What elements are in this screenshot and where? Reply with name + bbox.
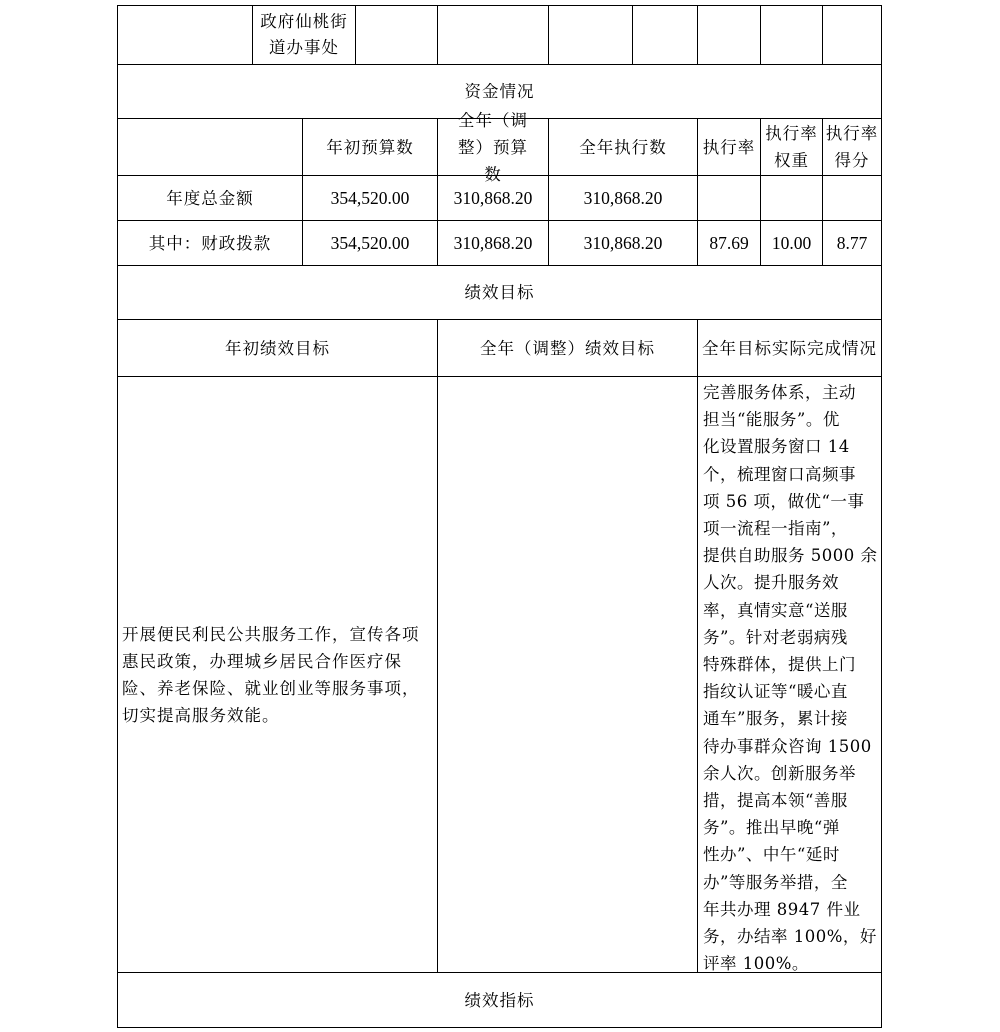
unit-name: 政府仙桃街道办事处 [260,12,348,57]
completion-line: 办”等服务举措，全 [703,872,848,892]
completion-line: 担当“能服务”。优 [703,410,840,430]
completion-line: 特殊群体，提供上门 [703,655,856,675]
row-total-adjusted-budget: 310,868.20 [453,187,533,208]
row-fiscal-executed: 310,868.20 [583,232,663,253]
row-fiscal-rate: 87.69 [709,232,749,253]
completion-line: 指纹认证等“暖心直 [703,682,848,702]
completion-line: 个，梳理窗口高频事 [703,464,856,484]
completion-line: 性办”、中午“延时 [703,845,840,865]
row-total-weight [761,176,822,220]
col-header-initial-goal: 年初绩效目标 [225,338,330,358]
col-header-rate: 执行率 [702,137,756,157]
completion-line: 评率 100%。 [703,954,809,974]
col-header-actual-completion: 全年目标实际完成情况 [702,338,877,358]
row-fiscal-adjusted-budget: 310,868.20 [453,232,533,253]
col-header-executed: 全年执行数 [579,137,667,157]
completion-line: 化设置服务窗口 14 [703,437,850,457]
indicators-section-title: 绩效指标 [464,990,535,1010]
goals-section-title: 绩效目标 [464,283,535,302]
row-total-label: 年度总金额 [166,188,254,208]
completion-line: 完善服务体系，主动 [703,383,856,402]
completion-line: 措，提高本领“善服 [703,791,848,811]
row-fiscal-weight: 10.00 [771,232,812,253]
completion-line: 待办事群众咨询 1500 [703,736,872,756]
completion-line: 年共办理 8947 件业 [703,899,861,919]
completion-line: 人次。提升服务效 [703,573,839,593]
row-fiscal-initial-budget: 354,520.00 [330,232,410,253]
completion-line: 项一流程一指南”， [703,519,848,539]
adjusted-goal-text [438,377,697,972]
row-fiscal-score: 8.77 [836,232,868,253]
completion-line: 务，办结率 100%，好 [703,927,877,947]
col-header-adjusted-budget: 全年（调整）预算数 [458,110,528,184]
row-total-score [823,176,881,220]
unit-name-cell [253,6,355,64]
col-header-weight: 执行率权重 [765,124,818,170]
row-total-rate [698,176,760,220]
col-header-adjusted-goal: 全年（调整）绩效目标 [480,338,655,358]
initial-goal-text: 开展便民利民公共服务工作，宣传各项惠民政策，办理城乡居民合作医疗保险、养老保险、就业创业等服务事项，切实提高服务效能。 [122,624,420,725]
actual-completion-text [698,377,881,972]
row-total-executed: 310,868.20 [583,187,663,208]
funding-section-title-text: 资金情况 [464,82,535,101]
row-fiscal-label: 其中：财政拨款 [148,233,272,253]
completion-line: 务”。针对老弱病残 [703,627,848,647]
completion-line: 余人次。创新服务举 [703,763,856,783]
col-header-score: 执行率得分 [825,124,879,170]
completion-line: 率，真情实意“送服 [703,600,848,620]
completion-line: 务”。推出早晚“弹 [703,818,840,838]
completion-line: 提供自助服务 5000 余 [703,546,878,566]
completion-line: 项 56 项，做优“一事 [703,491,865,511]
col-header-initial-budget: 年初预算数 [326,137,414,157]
row-total-initial-budget: 354,520.00 [330,187,410,208]
completion-line: 通车”服务，累计接 [703,709,848,729]
